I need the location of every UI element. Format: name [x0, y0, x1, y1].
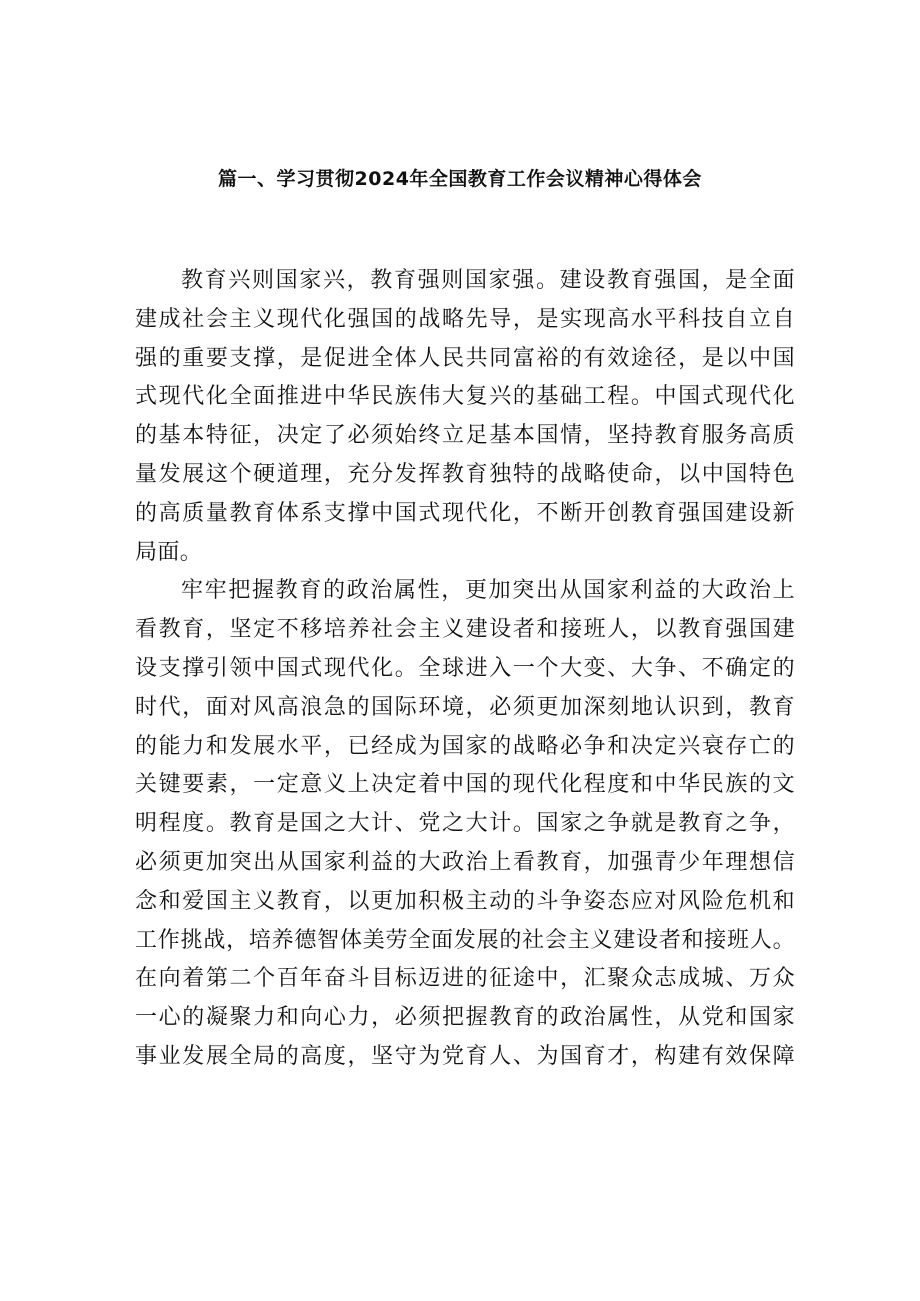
text-line: 看教育，坚定不移培养社会主义建设者和接班人，以教育强国建	[135, 617, 795, 643]
text-line: 明程度。教育是国之大计、党之大计。国家之争就是教育之争，	[135, 811, 795, 837]
text-line: 局面。	[135, 539, 203, 565]
paragraph-1	[135, 262, 795, 572]
text-line: 在向着第二个百年奋斗目标迈进的征途中，汇聚众志成城、万众	[135, 966, 795, 992]
text-line: 时代，面对风高浪急的国际环境，必须更加深刻地认识到，教育	[135, 694, 795, 720]
text-line: 设支撑引领中国式现代化。全球进入一个大变、大争、不确定的	[135, 655, 795, 681]
text-line: 工作挑战，培养德智体美劳全面发展的社会主义建设者和接班人。	[135, 927, 795, 953]
text-line: 的基本特征，决定了必须始终立足基本国情，坚持教育服务高质	[135, 423, 795, 449]
document-body	[135, 262, 795, 1077]
text-line: 牢牢把握教育的政治属性，更加突出从国家利益的大政治上	[181, 578, 795, 604]
text-line: 一心的凝聚力和向心力，必须把握教育的政治属性，从党和国家	[135, 1005, 795, 1031]
text-line: 的高质量教育体系支撑中国式现代化，不断开创教育强国建设新	[135, 500, 795, 526]
text-line: 必须更加突出从国家利益的大政治上看教育，加强青少年理想信	[135, 849, 795, 875]
text-line: 的能力和发展水平，已经成为国家的战略必争和决定兴衰存亡的	[135, 733, 795, 759]
text-line: 建成社会主义现代化强国的战略先导，是实现高水平科技自立自	[135, 306, 795, 332]
text-line: 量发展这个硬道理，充分发挥教育独特的战略使命，以中国特色	[135, 461, 795, 487]
document-title: 篇一、学习贯彻2024年全国教育工作会议精神心得体会	[218, 168, 702, 190]
text-line: 关键要素，一定意义上决定着中国的现代化程度和中华民族的文	[135, 772, 795, 798]
text-line: 教育兴则国家兴，教育强则国家强。建设教育强国，是全面	[181, 268, 795, 293]
text-line: 念和爱国主义教育，以更加积极主动的斗争姿态应对风险危机和	[135, 888, 795, 914]
text-line: 式现代化全面推进中华民族伟大复兴的基础工程。中国式现代化	[135, 384, 795, 410]
text-line: 强的重要支撑，是促进全体人民共同富裕的有效途径，是以中国	[135, 345, 795, 371]
text-line: 事业发展全局的高度，坚守为党育人、为国育才，构建有效保障	[135, 1043, 795, 1069]
paragraph-2	[135, 572, 795, 1076]
